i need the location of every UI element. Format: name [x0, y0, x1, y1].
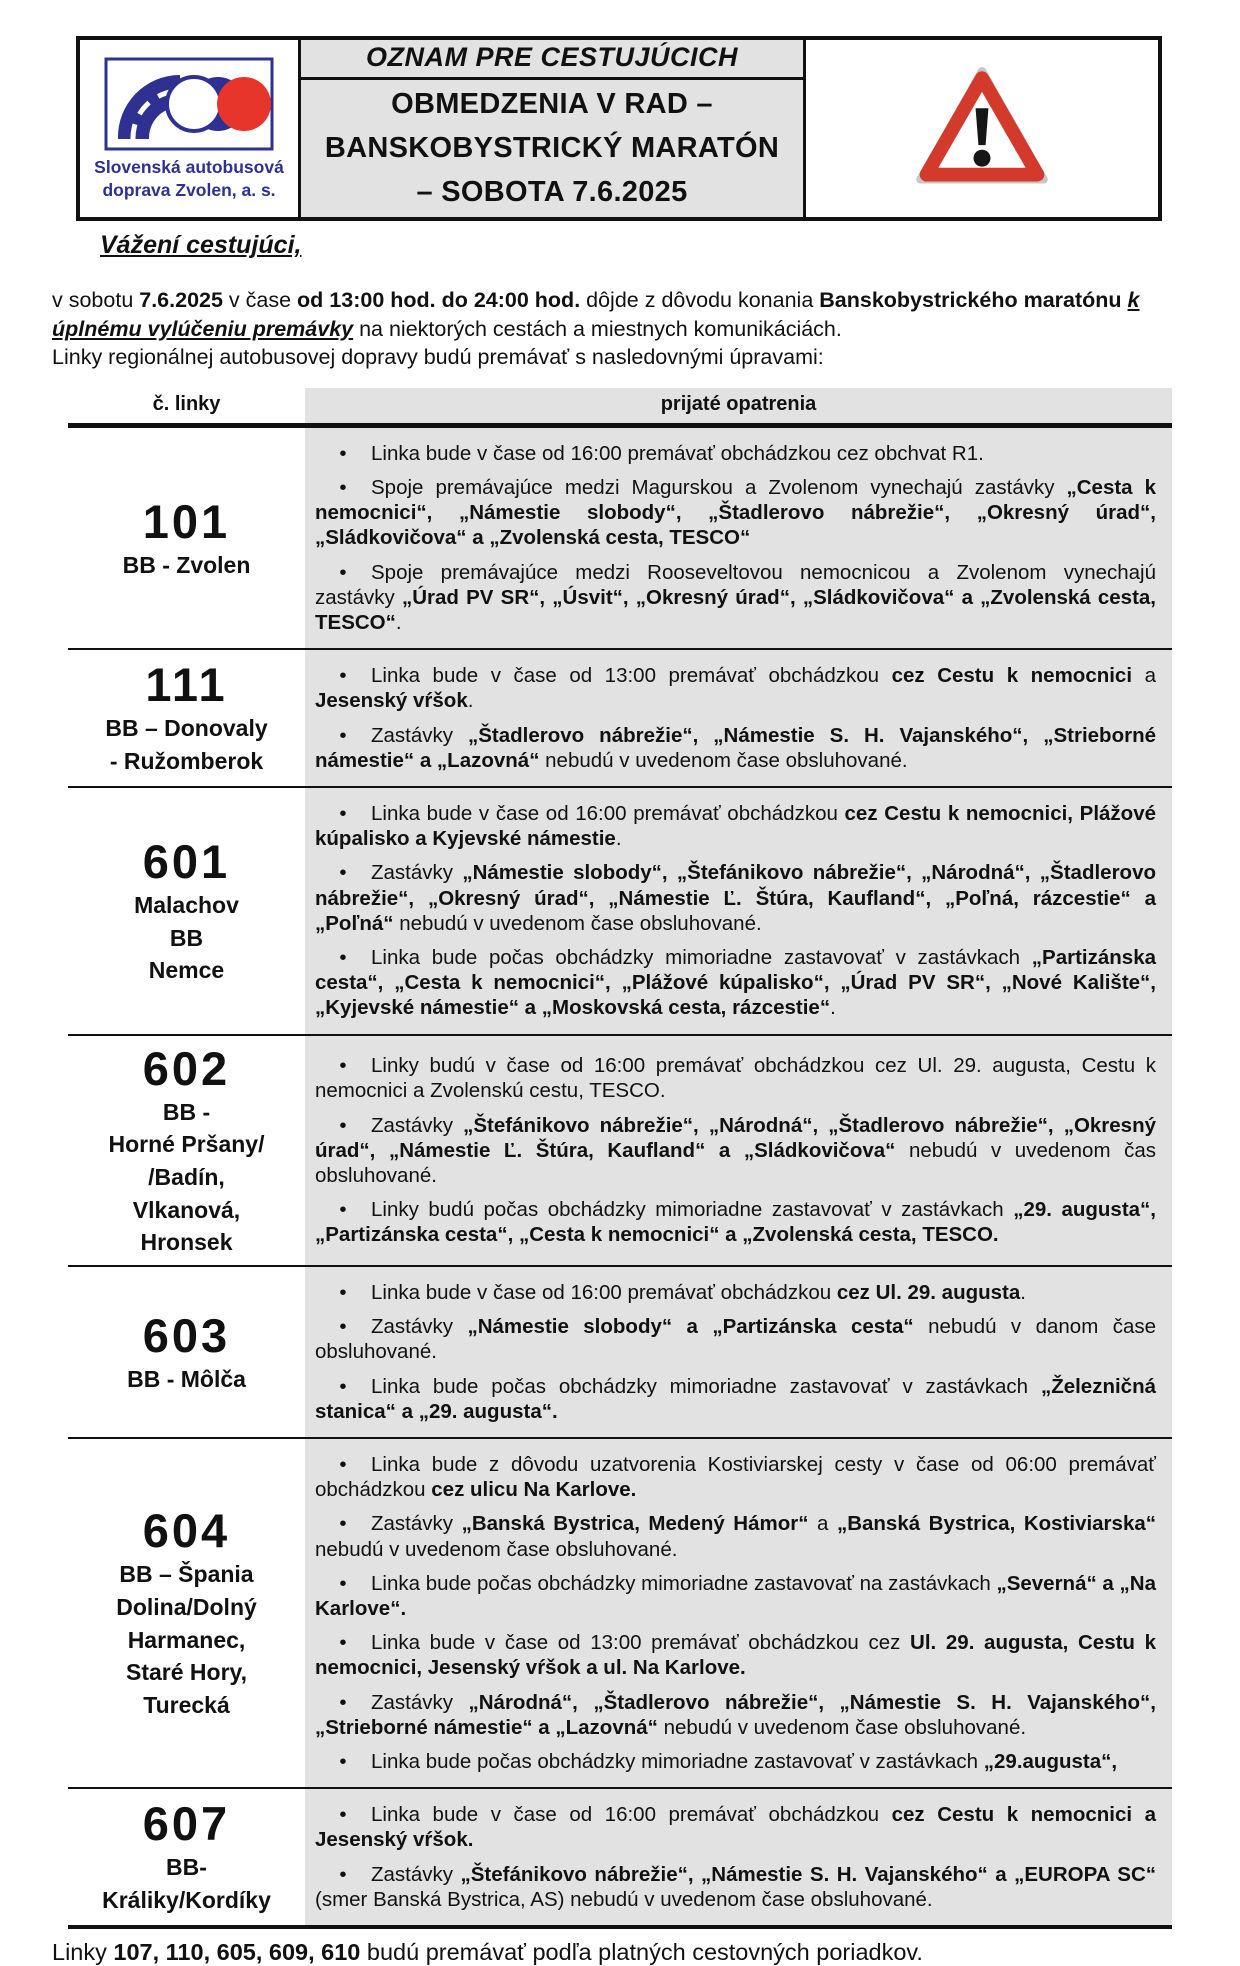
- route-name-line: Harmanec,: [127, 1626, 246, 1653]
- bullet-icon: •: [339, 802, 347, 826]
- intro-line2: Linky regionálnej autobusovej dopravy budú premávať s nasledovnými úpravami:: [52, 345, 824, 370]
- table-header-row: [68, 388, 1172, 426]
- text-segment: Linka bude počas obchádzky mimoriadne zastavovať v zastávkach: [371, 946, 1032, 970]
- measure-item: [315, 1197, 1156, 1247]
- measure-item: [315, 441, 1156, 466]
- text-segment: „29.augusta“,: [983, 1750, 1118, 1774]
- bullet-icon: •: [339, 1512, 347, 1536]
- text-segment: Linka bude počas obchádzky mimoriadne zastavovať na zastávkach: [371, 1571, 997, 1595]
- title-line-1: OBMEDZENIA V RAD –: [391, 88, 713, 120]
- text-segment: „Námestie slobody“, „Štefánikovo nábrežie“, „Národná“, „Štadlerovo nábrežie“, „Okresný úrad“, „Námestie Ľ. Štúra, Kaufland“, „Poľná, rázcestie“ a „Poľná“: [315, 861, 1156, 935]
- text-segment: „Banská Bystrica, Medený Hámor“: [461, 1512, 809, 1536]
- warning-sign: [806, 40, 1158, 217]
- route-name-line: BB – Donovaly: [105, 715, 268, 742]
- text-segment: Zastávky: [371, 1315, 468, 1339]
- bullet-icon: •: [339, 1198, 347, 1222]
- measure-item: [315, 1053, 1156, 1103]
- text-segment: nebudú v uvedenom čase obsluhované.: [539, 748, 908, 772]
- text-segment: od 13:00 hod. do 24:00 hod.: [297, 288, 581, 312]
- route-name-line: /Badín,: [148, 1164, 225, 1190]
- text-segment: .: [830, 996, 836, 1020]
- text-segment: .: [467, 689, 474, 713]
- text-segment: „Partizánska cesta“, „Cesta k nemocnici“, „Plážové kúpalisko“, „Úrad PV SR“, „Nové Kalište“, „Kyjevské námestie“ a „Moskovská cesta, rázcestie“: [315, 946, 1156, 1020]
- text-segment: k úplnému vylúčeniu premávky: [52, 288, 1140, 341]
- bullet-icon: •: [339, 475, 347, 499]
- text-segment: Linka bude v čase od 13:00 premávať obchádzkou cez: [371, 1631, 911, 1655]
- measures-cell: [305, 1266, 1172, 1438]
- company-logo: [80, 40, 298, 217]
- text-segment: „Štefánikovo nábrežie“, „Námestie S. H. Vajanského“ a „EUROPA SC“: [460, 1862, 1157, 1886]
- text-segment: „Národná“, „Štadlerovo nábrežie“, „Námestie S. H. Vajanského“, „Strieborné námestie“ a „Lazovná“: [315, 1690, 1156, 1739]
- text-segment: nebudú v uvedenom čase obsluhované.: [393, 911, 762, 935]
- text-segment: nebudú v uvedenom čase obsluhované.: [657, 1715, 1027, 1739]
- table-row: [68, 787, 1172, 1035]
- measures-cell: [305, 1788, 1172, 1927]
- title-cell: [298, 40, 806, 217]
- route-name-line: Hronsek: [140, 1229, 233, 1256]
- text-segment: „Železničná stanica“ a „29. augusta“.: [315, 1374, 1156, 1423]
- measure-item: [315, 801, 1156, 851]
- route-name: [70, 712, 303, 777]
- bullet-icon: •: [339, 1315, 347, 1339]
- title-line-2: BANSKOBYSTRICKÝ MARATÓN: [324, 132, 780, 164]
- measure-item: [315, 723, 1156, 773]
- measure-item: [315, 475, 1156, 551]
- text-segment: Zastávky: [371, 1690, 469, 1714]
- measures-cell: [305, 425, 1172, 649]
- line-cell: [68, 1788, 305, 1927]
- bullet-icon: •: [339, 1571, 347, 1595]
- text-segment: Linka bude v čase od 16:00 premávať obchádzkou: [371, 1803, 892, 1827]
- text-segment: Zastávky: [371, 861, 463, 885]
- text-segment: .: [615, 827, 622, 851]
- text-segment: 107, 110, 605, 609, 610: [113, 1939, 361, 1966]
- bullet-icon: •: [339, 946, 347, 970]
- line-cell: [68, 1266, 305, 1438]
- line-number: 111: [145, 658, 228, 712]
- text-segment: a: [1132, 664, 1156, 688]
- page-title: [301, 80, 803, 217]
- text-segment: cez Cestu k nemocnici: [891, 664, 1133, 688]
- bullet-icon: •: [339, 1862, 347, 1886]
- text-segment: „Námestie slobody“ a „Partizánska cesta“: [467, 1315, 914, 1339]
- route-name-line: BB: [169, 924, 204, 951]
- route-name-line: BB - Môlča: [127, 1365, 246, 1392]
- line-cell: [68, 1438, 305, 1788]
- route-name: [70, 889, 303, 987]
- notice-page: [0, 36, 1240, 1966]
- text-segment: Jesenský vŕšok: [315, 689, 468, 713]
- text-segment: .: [395, 611, 402, 634]
- line-number: 602: [142, 1041, 231, 1095]
- route-name-line: BB – Špania: [119, 1561, 254, 1588]
- bullet-icon: •: [339, 664, 347, 688]
- text-segment: nebudú v uvedenom čas obsluhované.: [315, 1138, 1157, 1187]
- bullet-icon: •: [339, 1631, 347, 1655]
- bullet-icon: •: [339, 1280, 347, 1304]
- text-segment: „Úrad PV SR“, „Úsvit“, „Okresný úrad“, „Sládkovičova“ a „Zvolenská cesta, TESCO“: [315, 585, 1157, 634]
- line-cell: [68, 787, 305, 1035]
- bullet-icon: •: [339, 1750, 347, 1774]
- text-segment: Linka bude v čase od 13:00 premávať obchádzkou: [371, 664, 892, 688]
- measures-table: [68, 388, 1172, 1929]
- route-name-line: Vlkanová,: [132, 1196, 241, 1223]
- bullet-icon: •: [339, 861, 347, 885]
- route-name-line: Dolina/Dolný: [116, 1594, 257, 1621]
- text-segment: Linka bude z dôvodu uzatvorenia Kostiviarskej cesty v čase od 06:00 premávať obchádzkou: [315, 1452, 1156, 1502]
- measure-item: [315, 663, 1156, 713]
- text-segment: Banskobystrického maratónu: [819, 288, 1128, 312]
- line-cell: [68, 649, 305, 787]
- bus-company-logo-icon: [104, 57, 274, 156]
- text-segment: Zastávky: [371, 723, 468, 747]
- text-segment: cez Cestu k nemocnici a Jesenský vŕšok.: [315, 1803, 1156, 1852]
- route-name-line: BB - Zvolen: [122, 551, 251, 578]
- table-row: [68, 1266, 1172, 1438]
- route-name: [70, 549, 303, 582]
- table-body: [68, 425, 1172, 1927]
- text-segment: .: [1020, 1280, 1026, 1304]
- text-segment: Linka bude v čase od 16:00 premávať obchádzkou: [371, 802, 845, 826]
- route-name-line: BB -: [162, 1098, 211, 1125]
- text-segment: Linka bude počas obchádzky mimoriadne zastavovať v zastávkach: [371, 1750, 984, 1774]
- text-segment: „Severná“ a „Na Karlove“.: [315, 1571, 1156, 1620]
- table-row: [68, 425, 1172, 649]
- measures-cell: [305, 1035, 1172, 1266]
- text-segment: „Štefánikovo nábrežie“, „Národná“, „Štadlerovo nábrežie“, „Okresný úrad“, „Námestie Ľ. Štúra, Kaufland“ a „Sládkovičova“: [315, 1113, 1157, 1162]
- route-name-line: Nemce: [148, 957, 225, 984]
- logo-text-line2: doprava Zvolen, a. s.: [102, 180, 276, 200]
- text-segment: Spoje premávajúce medzi Rooseveltovou nemocnicou a Zvolenom vynechajú zastávky: [315, 560, 1156, 609]
- measure-item: [315, 1113, 1156, 1189]
- text-segment: cez Ul. 29. augusta: [836, 1280, 1021, 1304]
- text-segment: Zastávky: [371, 1113, 464, 1137]
- text-segment: Spoje premávajúce medzi Magurskou a Zvolenom vynechajú zastávky: [371, 475, 1067, 499]
- column-header-line-number: č. linky: [68, 388, 305, 426]
- route-name-line: BB-: [166, 1854, 207, 1881]
- text-segment: nebudú v danom čase obsluhované.: [315, 1315, 1156, 1364]
- text-segment: Linky budú počas obchádzky mimoriadne zastavovať v zastávkach: [371, 1198, 1014, 1222]
- text-segment: „Banská Bystrica, Kostiviarska“: [836, 1512, 1156, 1536]
- measures-cell: [305, 787, 1172, 1035]
- text-segment: „29. augusta“, „Partizánska cesta“, „Cesta k nemocnici“ a „Zvolenská cesta, TESCO.: [315, 1198, 1156, 1247]
- measure-item: [315, 1802, 1156, 1852]
- route-name-line: Turecká: [143, 1692, 230, 1719]
- route-name: [70, 1363, 303, 1396]
- bullet-icon: •: [339, 1113, 347, 1137]
- measure-item: [315, 860, 1156, 936]
- footer-note: [52, 1939, 1240, 1966]
- measure-item: [315, 560, 1156, 636]
- text-segment: v sobotu: [52, 288, 140, 312]
- table-row: [68, 649, 1172, 787]
- bullet-icon: •: [339, 1803, 347, 1827]
- bullet-icon: •: [339, 1374, 347, 1398]
- text-segment: Linka bude počas obchádzky mimoriadne zastavovať v zastávkach: [371, 1374, 1041, 1398]
- measure-item: [315, 1630, 1156, 1680]
- text-segment: cez ulicu Na Karlove.: [431, 1478, 637, 1502]
- text-segment: dôjde z dôvodu konania: [580, 288, 820, 312]
- measure-item: [315, 1749, 1156, 1774]
- text-segment: budú premávať podľa platných cestovných poriadkov.: [360, 1939, 923, 1966]
- text-segment: nebudú v uvedenom čase obsluhované.: [315, 1537, 678, 1561]
- measures-cell: [305, 1438, 1172, 1788]
- text-segment: „Cesta k nemocnici“, „Námestie slobody“, „Štadlerovo nábrežie“, „Okresný úrad“, „Sládkovičova“ a „Zvolenská cesta, TESCO“: [315, 475, 1157, 550]
- text-segment: Zastávky: [371, 1512, 462, 1536]
- text-segment: Zastávky: [371, 1862, 461, 1886]
- bullet-icon: •: [339, 560, 347, 584]
- text-segment: 7.6.2025: [139, 288, 223, 312]
- line-cell: [68, 425, 305, 649]
- route-name-line: Malachov: [134, 891, 239, 918]
- text-segment: v čase: [222, 288, 298, 312]
- measure-item: [315, 1511, 1156, 1561]
- route-name: [70, 1558, 303, 1721]
- intro-paragraph: [52, 286, 1192, 343]
- text-segment: Ul. 29. augusta, Cestu k nemocnici, Jesenský vŕšok a ul. Na Karlove.: [315, 1631, 1156, 1680]
- line-number: 101: [142, 494, 231, 548]
- measure-item: [315, 1314, 1156, 1364]
- text-segment: Linka bude v čase od 16:00 premávať obchádzkou cez obchvat R1.: [371, 441, 984, 465]
- bullet-icon: •: [339, 1054, 347, 1078]
- line-number: 604: [142, 1504, 231, 1558]
- measure-item: [315, 1280, 1156, 1305]
- line-cell: [68, 1035, 305, 1266]
- text-segment: Linky budú v čase od 16:00 premávať obchádzkou cez Ul. 29. augusta, Cestu k nemocnici a Zvolenskú cestu, TESCO.: [315, 1054, 1156, 1103]
- table-row: [68, 1035, 1172, 1266]
- text-segment: Linky: [52, 1939, 114, 1966]
- notice-label: OZNAM PRE CESTUJÚCICH: [301, 40, 803, 80]
- measure-item: [315, 1452, 1156, 1502]
- table-row: [68, 1438, 1172, 1788]
- text-segment: Linka bude v čase od 16:00 premávať obchádzkou: [371, 1280, 837, 1304]
- measure-item: [315, 1862, 1156, 1912]
- text-segment: a: [808, 1512, 837, 1536]
- text-segment: cez Cestu k nemocnici, Plážové kúpalisko a Kyjevské námestie: [315, 802, 1156, 851]
- route-name: [70, 1851, 303, 1916]
- route-name-line: Staré Hory,: [125, 1659, 247, 1686]
- title-line-3: – SOBOTA 7.6.2025: [416, 176, 688, 208]
- route-name-line: Králiky/Kordíky: [102, 1887, 271, 1914]
- text-segment: „Štadlerovo nábrežie“, „Námestie S. H. Vajanského“, „Strieborné námestie“ a „Lazovná“: [315, 723, 1156, 772]
- bullet-icon: •: [339, 1690, 347, 1714]
- line-number: 607: [142, 1797, 231, 1851]
- measure-item: [315, 945, 1156, 1021]
- line-number: 603: [142, 1308, 231, 1362]
- text-segment: na niektorých cestách a miestnych komunikáciách.: [353, 316, 842, 341]
- measure-item: [315, 1690, 1156, 1740]
- route-name: [70, 1096, 303, 1259]
- logo-text-line1: Slovenská autobusová: [94, 157, 284, 178]
- text-segment: (smer Banská Bystrica, AS) nebudú v uvedenom čase obsluhované.: [315, 1887, 933, 1911]
- bullet-icon: •: [339, 723, 347, 747]
- route-name-line: - Ružomberok: [109, 748, 264, 775]
- greeting: Vážení cestujúci,: [100, 231, 302, 259]
- bullet-icon: •: [339, 1452, 347, 1476]
- measure-item: [315, 1571, 1156, 1621]
- table-row: [68, 1788, 1172, 1927]
- header: [76, 36, 1162, 221]
- route-name-line: Horné Pršany/: [108, 1131, 265, 1158]
- line-number: 601: [142, 834, 231, 888]
- measure-item: [315, 1374, 1156, 1424]
- column-header-measures: prijaté opatrenia: [305, 388, 1172, 426]
- bullet-icon: •: [339, 441, 347, 465]
- measures-cell: [305, 649, 1172, 787]
- warning-triangle-icon: [913, 63, 1051, 194]
